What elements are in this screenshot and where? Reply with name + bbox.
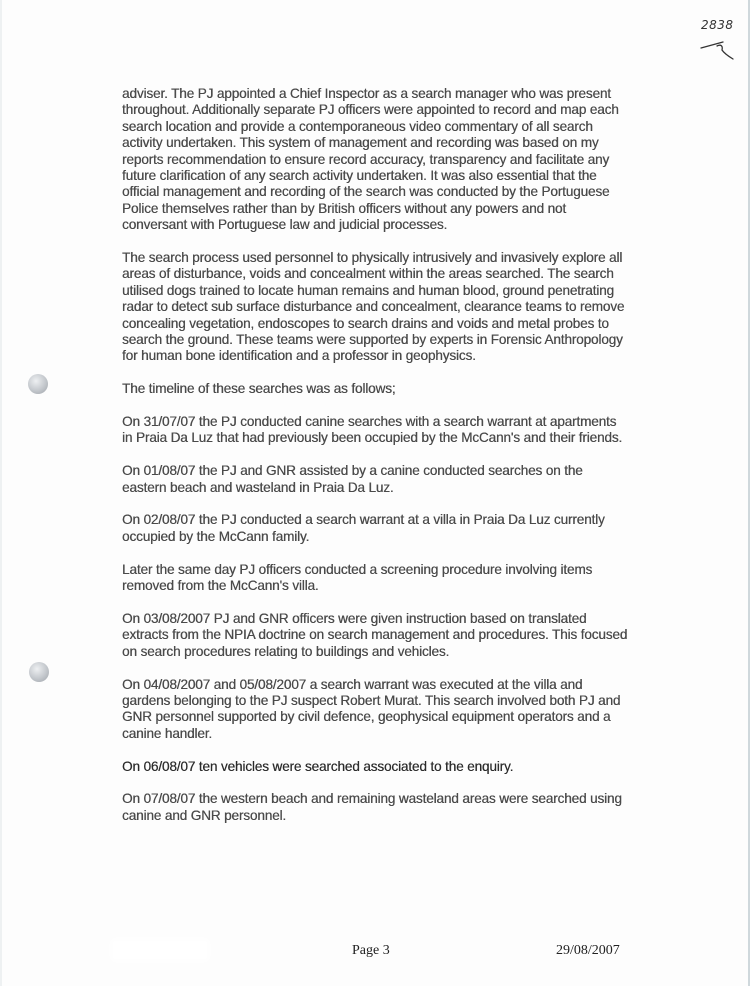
timeline-entry-03-08-2007: On 03/08/2007 PJ and GNR officers were given instruction based on translated extracts from the NPIA doctrine on search management and procedures. This focused on search procedures relating to buildings and vehicles. (122, 610, 628, 659)
footer-date: 29/08/2007 (556, 943, 620, 958)
handwritten-annotation (697, 18, 745, 66)
paragraph-search-process: The search process used personnel to physically intrusively and invasively explore all areas of disturbance, voids and concealment within the areas searched. The search utilised dogs trained to locate human remains and human blood, ground penetrating radar to detect sub surface disturbance and concealment, clearance teams to remove concealing vegetation, endoscopes to search drains and voids and metal probes to search the ground. These teams were supported by experts in Forensic Anthropology for human bone identification and a professor in geophysics. (122, 250, 625, 364)
timeline-entry-screening: Later the same day PJ officers conducted a screening procedure involving items removed from the McCann's villa. (122, 561, 593, 594)
handwritten-page-number: 2838 (701, 18, 734, 32)
paragraph-search-management: adviser. The PJ appointed a Chief Inspector as a search manager who was present throughout. Additionally separate PJ officers were appointed to record and map each search location and provide a contemporaneous video commentary of all search activity undertaken. This system of management and recording was based on my reports recommendation to ensure record accuracy, transparency and facilitate any future clarification of any search activity undertaken. It was also essential that the official management and recording of the search was conducted by the Portuguese Police themselves rather than by British officers without any powers and not conversant with Portuguese law and judicial processes. (122, 86, 619, 233)
document-body (122, 86, 628, 841)
punch-hole-icon (28, 374, 48, 394)
timeline-entry-07-08-07: On 07/08/07 the western beach and remaining wasteland areas were searched using canine and GNR personnel. (122, 791, 622, 823)
punch-hole-icon (29, 662, 49, 682)
timeline-entry-06-08-07: On 06/08/07 ten vehicles were searched associated to the enquiry. (122, 758, 514, 774)
page-edge-left (0, 0, 2, 986)
timeline-entry-02-08-07: On 02/08/07 the PJ conducted a search warrant at a villa in Praia Da Luz currently occupied by the McCann family. (122, 512, 605, 544)
handwritten-stroke-icon (697, 32, 745, 66)
footer-page-number: Page 3 (352, 943, 390, 958)
timeline-entry-31-07-07: On 31/07/07 the PJ conducted canine searches with a search warrant at apartments in Praia Da Luz that had previously been occupied by the McCann's and their friends. (122, 414, 623, 446)
paragraph-timeline-intro: The timeline of these searches was as follows; (122, 381, 396, 397)
timeline-entry-01-08-07: On 01/08/07 the PJ and GNR assisted by a canine conducted searches on the eastern beach and wasteland in Praia Da Luz. (122, 463, 583, 495)
timeline-entry-04-05-08-2007: On 04/08/2007 and 05/08/2007 a search warrant was executed at the villa and gardens belonging to the PJ suspect Robert Murat. This search involved both PJ and GNR personnel supported by civil defence, geophysical equipment operators and a canine handler. (122, 676, 621, 741)
footer-redacted-area (115, 943, 205, 957)
